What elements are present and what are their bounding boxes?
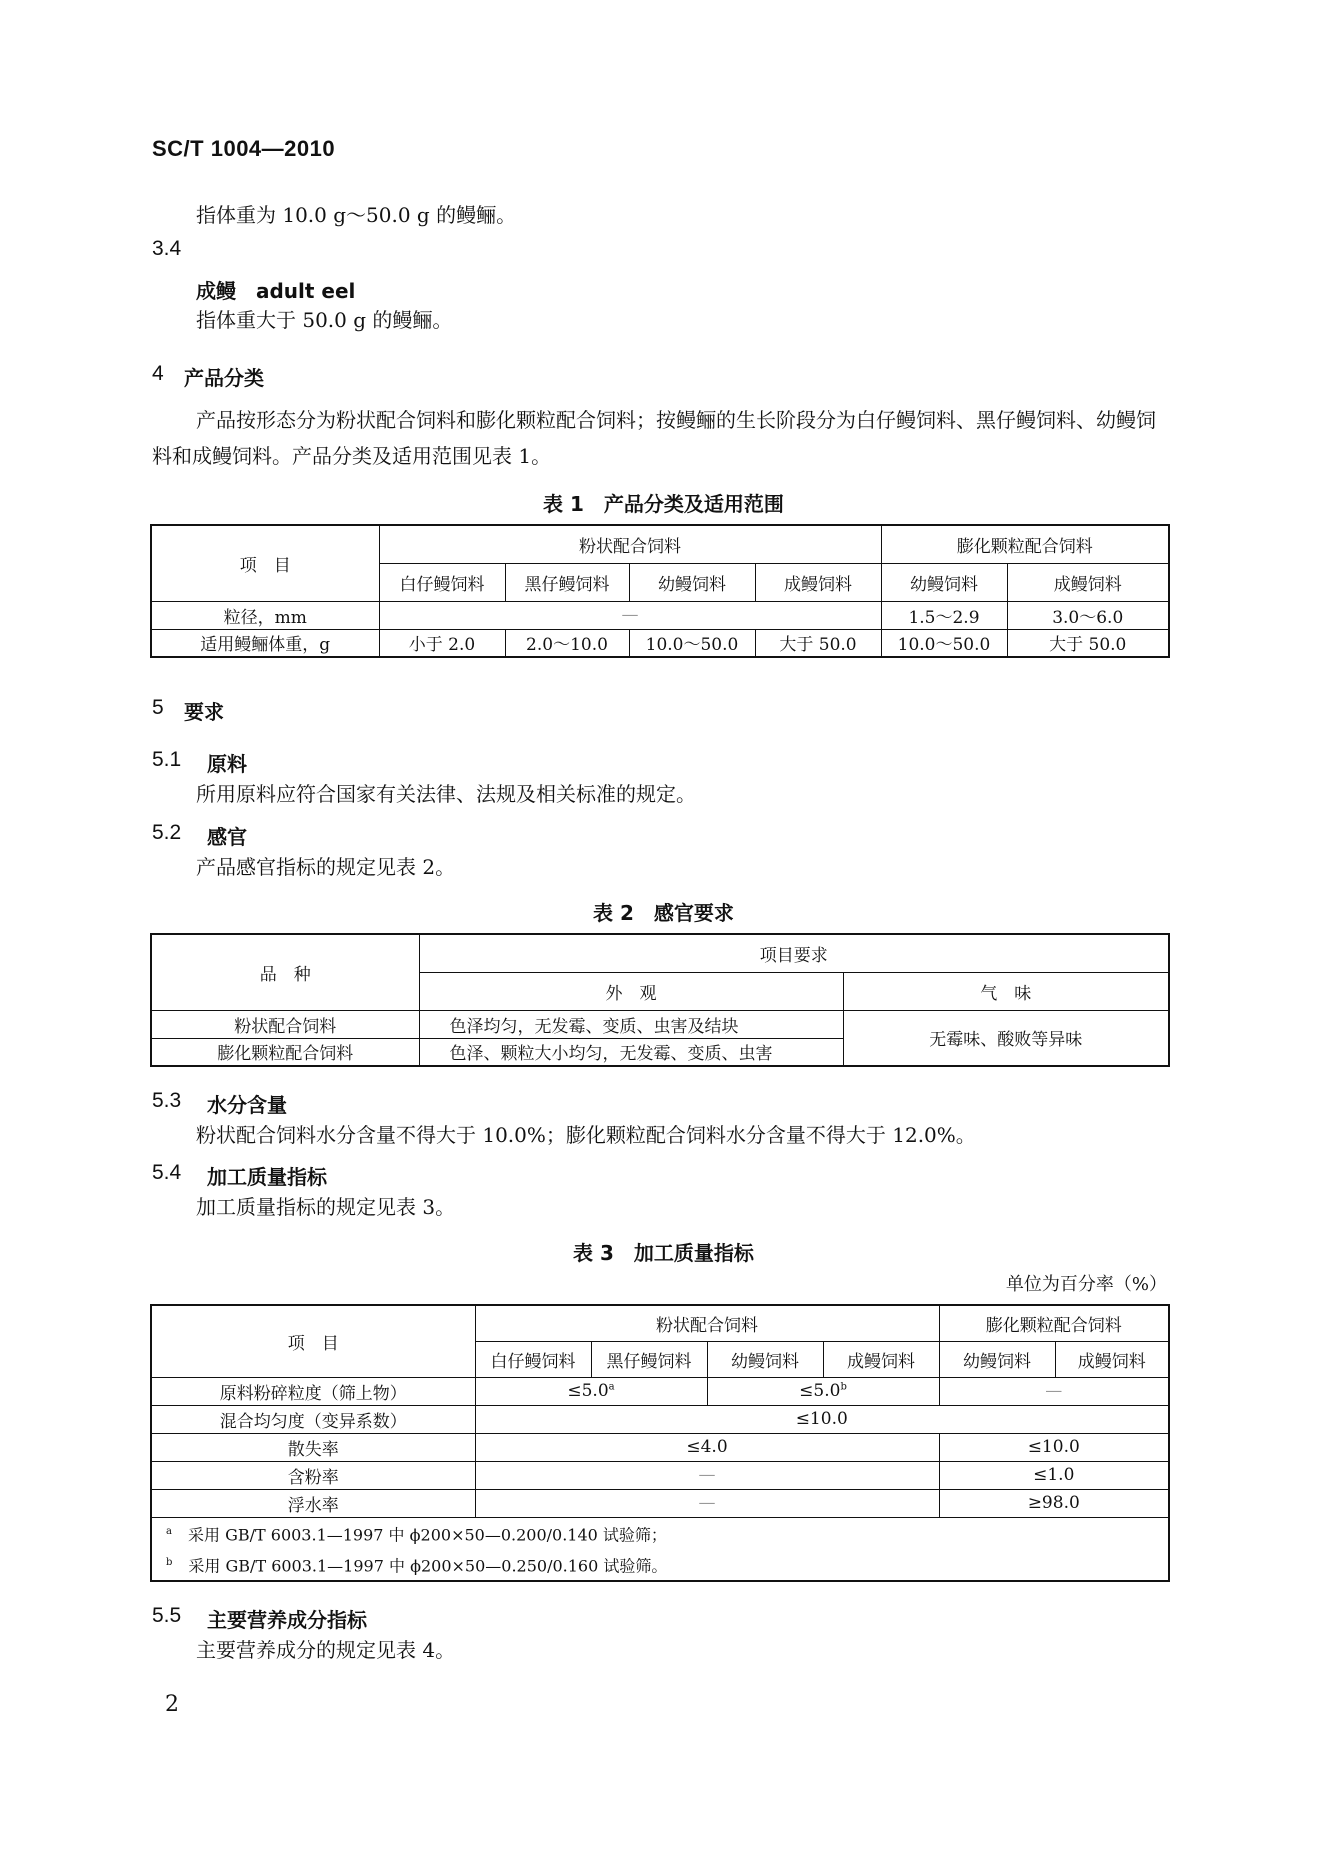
table-1-cell: — xyxy=(379,601,881,629)
table-3-cell: — xyxy=(475,1461,939,1489)
table-2-row-label: 粉状配合饲料 xyxy=(151,1010,419,1038)
paragraph-5-4: 加工质量指标的规定见表 3。 xyxy=(196,1195,456,1219)
table-3-unit: 单位为百分率（%） xyxy=(1005,1274,1167,1295)
definition-3-3: 指体重为 10.0 g～50.0 g 的鳗鲡。 xyxy=(196,203,517,227)
clause-number-3-4: 3.4 xyxy=(152,237,182,260)
table-2-odor-header: 气 味 xyxy=(843,972,1169,1010)
table-1-item-header: 项 目 xyxy=(151,525,379,601)
table-1-group-powder: 粉状配合饲料 xyxy=(379,525,881,563)
document-code: SC/T 1004—2010 xyxy=(152,136,336,161)
section-title-4: 产品分类 xyxy=(184,366,264,390)
table-1-cell: 2.0～10.0 xyxy=(505,629,629,657)
table-3-value: ≤5.0 xyxy=(567,1381,609,1401)
table-3 xyxy=(150,1304,1170,1582)
table-3-sub-header: 成鳗饲料 xyxy=(1055,1341,1169,1377)
clause-number-4: 4 xyxy=(152,362,164,385)
table-1-cell: 10.0～50.0 xyxy=(629,629,755,657)
table-3-item-header: 项 目 xyxy=(151,1305,475,1377)
table-3-title: 表 3 加工质量指标 xyxy=(573,1241,754,1265)
section-title-5-3: 水分含量 xyxy=(207,1093,287,1117)
table-1-sub-header: 成鳗饲料 xyxy=(755,563,881,601)
table-1-cell: 1.5～2.9 xyxy=(881,601,1007,629)
table-2-requirement-header: 项目要求 xyxy=(419,934,1169,972)
section-title-5-4: 加工质量指标 xyxy=(207,1165,327,1189)
table-1-sub-header: 幼鳗饲料 xyxy=(629,563,755,601)
table-1-sub-header: 幼鳗饲料 xyxy=(881,563,1007,601)
table-3-row-label: 散失率 xyxy=(151,1433,475,1461)
table-2-odor-cell: 无霉味、酸败等异味 xyxy=(843,1010,1169,1066)
footnote-a xyxy=(166,1518,1168,1549)
table-3-cell: ≤4.0 xyxy=(475,1433,939,1461)
definition-3-4: 指体重大于 50.0 g 的鳗鲡。 xyxy=(196,308,453,332)
footnote-marker-a: a xyxy=(608,1381,615,1393)
clause-number-5-2: 5.2 xyxy=(152,821,182,844)
table-1-row-label: 适用鳗鲡体重，g xyxy=(151,629,379,657)
table-1 xyxy=(150,524,1170,658)
table-1-sub-header: 黑仔鳗饲料 xyxy=(505,563,629,601)
table-3-cell: ≤10.0 xyxy=(939,1433,1169,1461)
table-3-row-label: 浮水率 xyxy=(151,1489,475,1517)
table-1-cell: 大于 50.0 xyxy=(755,629,881,657)
footnote-mark: b xyxy=(166,1556,173,1568)
clause-number-5-3: 5.3 xyxy=(152,1089,182,1112)
table-3-group-powder: 粉状配合饲料 xyxy=(475,1305,939,1341)
table-1-cell: 10.0～50.0 xyxy=(881,629,1007,657)
paragraph-5-5: 主要营养成分的规定见表 4。 xyxy=(196,1638,456,1662)
table-1-cell: 小于 2.0 xyxy=(379,629,505,657)
table-3-value: ≤5.0 xyxy=(799,1381,841,1401)
clause-number-5-5: 5.5 xyxy=(152,1604,182,1627)
section-title-5: 要求 xyxy=(184,700,224,724)
table-3-cell: — xyxy=(475,1489,939,1517)
table-1-sub-header: 成鳗饲料 xyxy=(1007,563,1169,601)
table-1-group-puffed: 膨化颗粒配合饲料 xyxy=(881,525,1169,563)
table-3-sub-header: 幼鳗饲料 xyxy=(707,1341,823,1377)
table-2-variety-header: 品 种 xyxy=(151,934,419,1010)
table-2 xyxy=(150,933,1170,1067)
table-3-cell: — xyxy=(939,1377,1169,1405)
table-1-cell: 大于 50.0 xyxy=(1007,629,1169,657)
table-3-footnotes xyxy=(151,1517,1169,1581)
page-number: 2 xyxy=(165,1692,179,1717)
table-2-cell: 色泽均匀，无发霉、变质、虫害及结块 xyxy=(419,1010,843,1038)
table-1-cell: 3.0～6.0 xyxy=(1007,601,1169,629)
table-2-cell: 色泽、颗粒大小均匀，无发霉、变质、虫害 xyxy=(419,1038,843,1066)
table-3-sub-header: 白仔鳗饲料 xyxy=(475,1341,591,1377)
table-2-title: 表 2 感官要求 xyxy=(593,901,734,925)
paragraph-5-1: 所用原料应符合国家有关法律、法规及相关标准的规定。 xyxy=(196,782,696,806)
section-title-5-1: 原料 xyxy=(207,752,247,776)
paragraph-5-3: 粉状配合饲料水分含量不得大于 10.0%；膨化颗粒配合饲料水分含量不得大于 12.0%。 xyxy=(196,1123,976,1147)
table-3-cell xyxy=(707,1377,939,1405)
section-title-5-2: 感官 xyxy=(207,825,247,849)
table-3-cell: ≤1.0 xyxy=(939,1461,1169,1489)
footnote-mark: a xyxy=(166,1525,172,1537)
footnote-text: 采用 GB/T 6003.1—1997 中 ϕ200×50—0.250/0.160 试验筛。 xyxy=(188,1556,668,1576)
table-2-appearance-header: 外 观 xyxy=(419,972,843,1010)
section-title-5-5: 主要营养成分指标 xyxy=(207,1608,367,1632)
clause-number-5-4: 5.4 xyxy=(152,1161,182,1184)
table-3-row-label: 原料粉碎粒度（筛上物） xyxy=(151,1377,475,1405)
table-1-row-label: 粒径，mm xyxy=(151,601,379,629)
table-1-sub-header: 白仔鳗饲料 xyxy=(379,563,505,601)
table-3-cell: ≤10.0 xyxy=(475,1405,1169,1433)
footnote-text: 采用 GB/T 6003.1—1997 中 ϕ200×50—0.200/0.140 试验筛； xyxy=(187,1524,667,1544)
clause-number-5-1: 5.1 xyxy=(152,748,182,771)
table-2-row-label: 膨化颗粒配合饲料 xyxy=(151,1038,419,1066)
footnote-marker-b: b xyxy=(840,1381,847,1393)
table-3-sub-header: 黑仔鳗饲料 xyxy=(591,1341,707,1377)
paragraph-4: 产品按形态分为粉状配合饲料和膨化颗粒配合饲料；按鳗鲡的生长阶段分为白仔鳗饲料、黑仔鳗饲料、幼鳗饲料和成鳗饲料。产品分类及适用范围见表 1。 xyxy=(152,408,1156,468)
table-3-row-label: 含粉率 xyxy=(151,1461,475,1489)
table-3-sub-header: 成鳗饲料 xyxy=(823,1341,939,1377)
table-1-title: 表 1 产品分类及适用范围 xyxy=(543,492,784,516)
term-adult-eel: 成鳗 adult eel xyxy=(196,279,356,303)
table-3-group-puffed: 膨化颗粒配合饲料 xyxy=(939,1305,1169,1341)
paragraph-5-2: 产品感官指标的规定见表 2。 xyxy=(196,855,456,879)
table-3-cell xyxy=(475,1377,707,1405)
table-3-row-label: 混合均匀度（变异系数） xyxy=(151,1405,475,1433)
footnote-b xyxy=(166,1549,1168,1580)
table-3-sub-header: 幼鳗饲料 xyxy=(939,1341,1055,1377)
clause-number-5: 5 xyxy=(152,696,164,719)
table-3-cell: ≥98.0 xyxy=(939,1489,1169,1517)
